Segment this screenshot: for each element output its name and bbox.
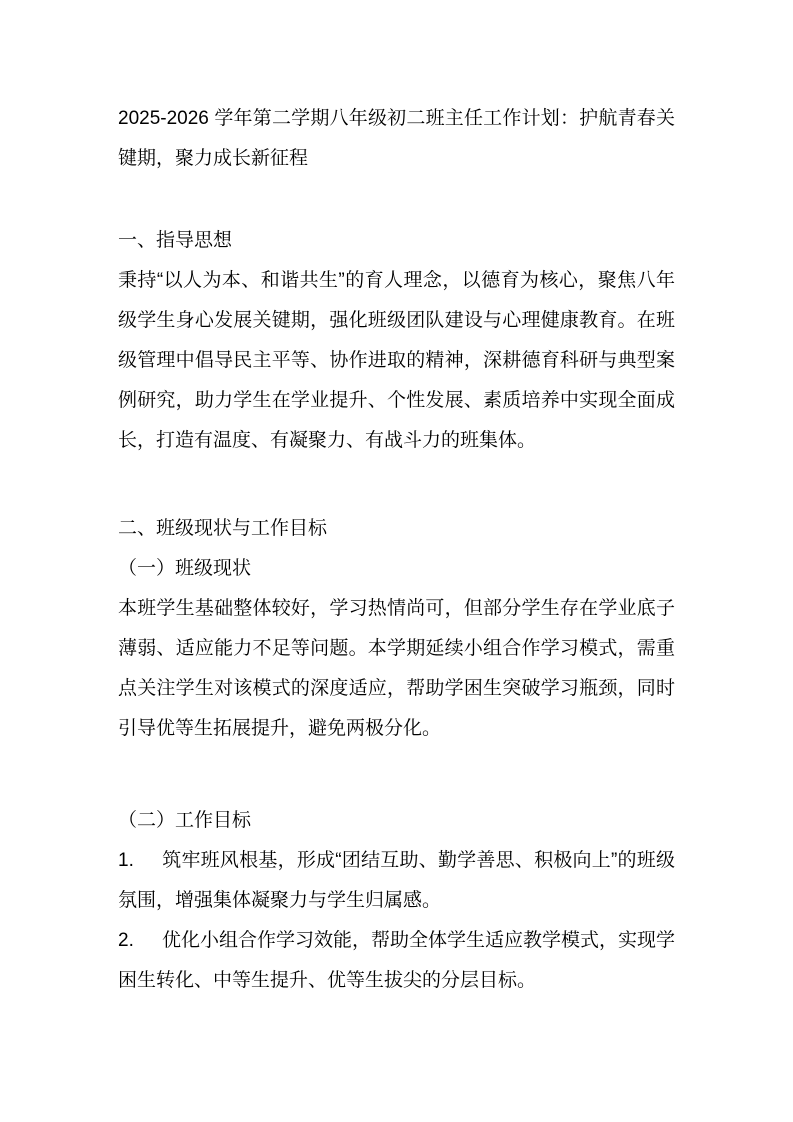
goal-item-1-number: 1. — [118, 850, 134, 871]
section-1-heading: 一、指导思想 — [118, 230, 233, 251]
subsection-2-2-heading: （二）工作目标 — [118, 810, 252, 831]
section-2-heading: 二、班级现状与工作目标 — [118, 518, 328, 539]
subsection-2-1-heading: （一）班级现状 — [118, 558, 252, 579]
goal-item-2 — [118, 921, 675, 1001]
goal-item-2-number: 2. — [118, 930, 134, 951]
goal-item-1-text: 筑牢班风根基，形成“团结互助、勤学善思、积极向上”的班级氛围，增强集体凝聚力与学生归属感。 — [118, 850, 675, 911]
subsection-2-1-paragraph: 本班学生基础整体较好，学习热情尚可，但部分学生存在学业底子薄弱、适应能力不足等问题。本学期延续小组合作学习模式，需重点关注学生对该模式的深度适应，帮助学困生突破学习瓶颈，同时引导优等生拓展提升，避免两极分化。 — [118, 598, 675, 739]
document-title: 2025-2026 学年第二学期八年级初二班主任工作计划：护航青春关键期，聚力成长新征程 — [118, 108, 675, 169]
goal-item-1 — [118, 841, 675, 921]
goal-item-2-text: 优化小组合作学习效能，帮助全体学生适应教学模式，实现学困生转化、中等生提升、优等生拔尖的分层目标。 — [118, 930, 676, 991]
section-1-paragraph: 秉持“以人为本、和谐共生”的育人理念，以德育为核心，聚焦八年级学生身心发展关键期，强化班级团队建设与心理健康教育。在班级管理中倡导民主平等、协作进取的精神，深耕德育科研与典型案例研究，助力学生在学业提升、个性发展、素质培养中实现全面成长，打造有温度、有凝聚力、有战斗力的班集体。 — [118, 270, 675, 451]
